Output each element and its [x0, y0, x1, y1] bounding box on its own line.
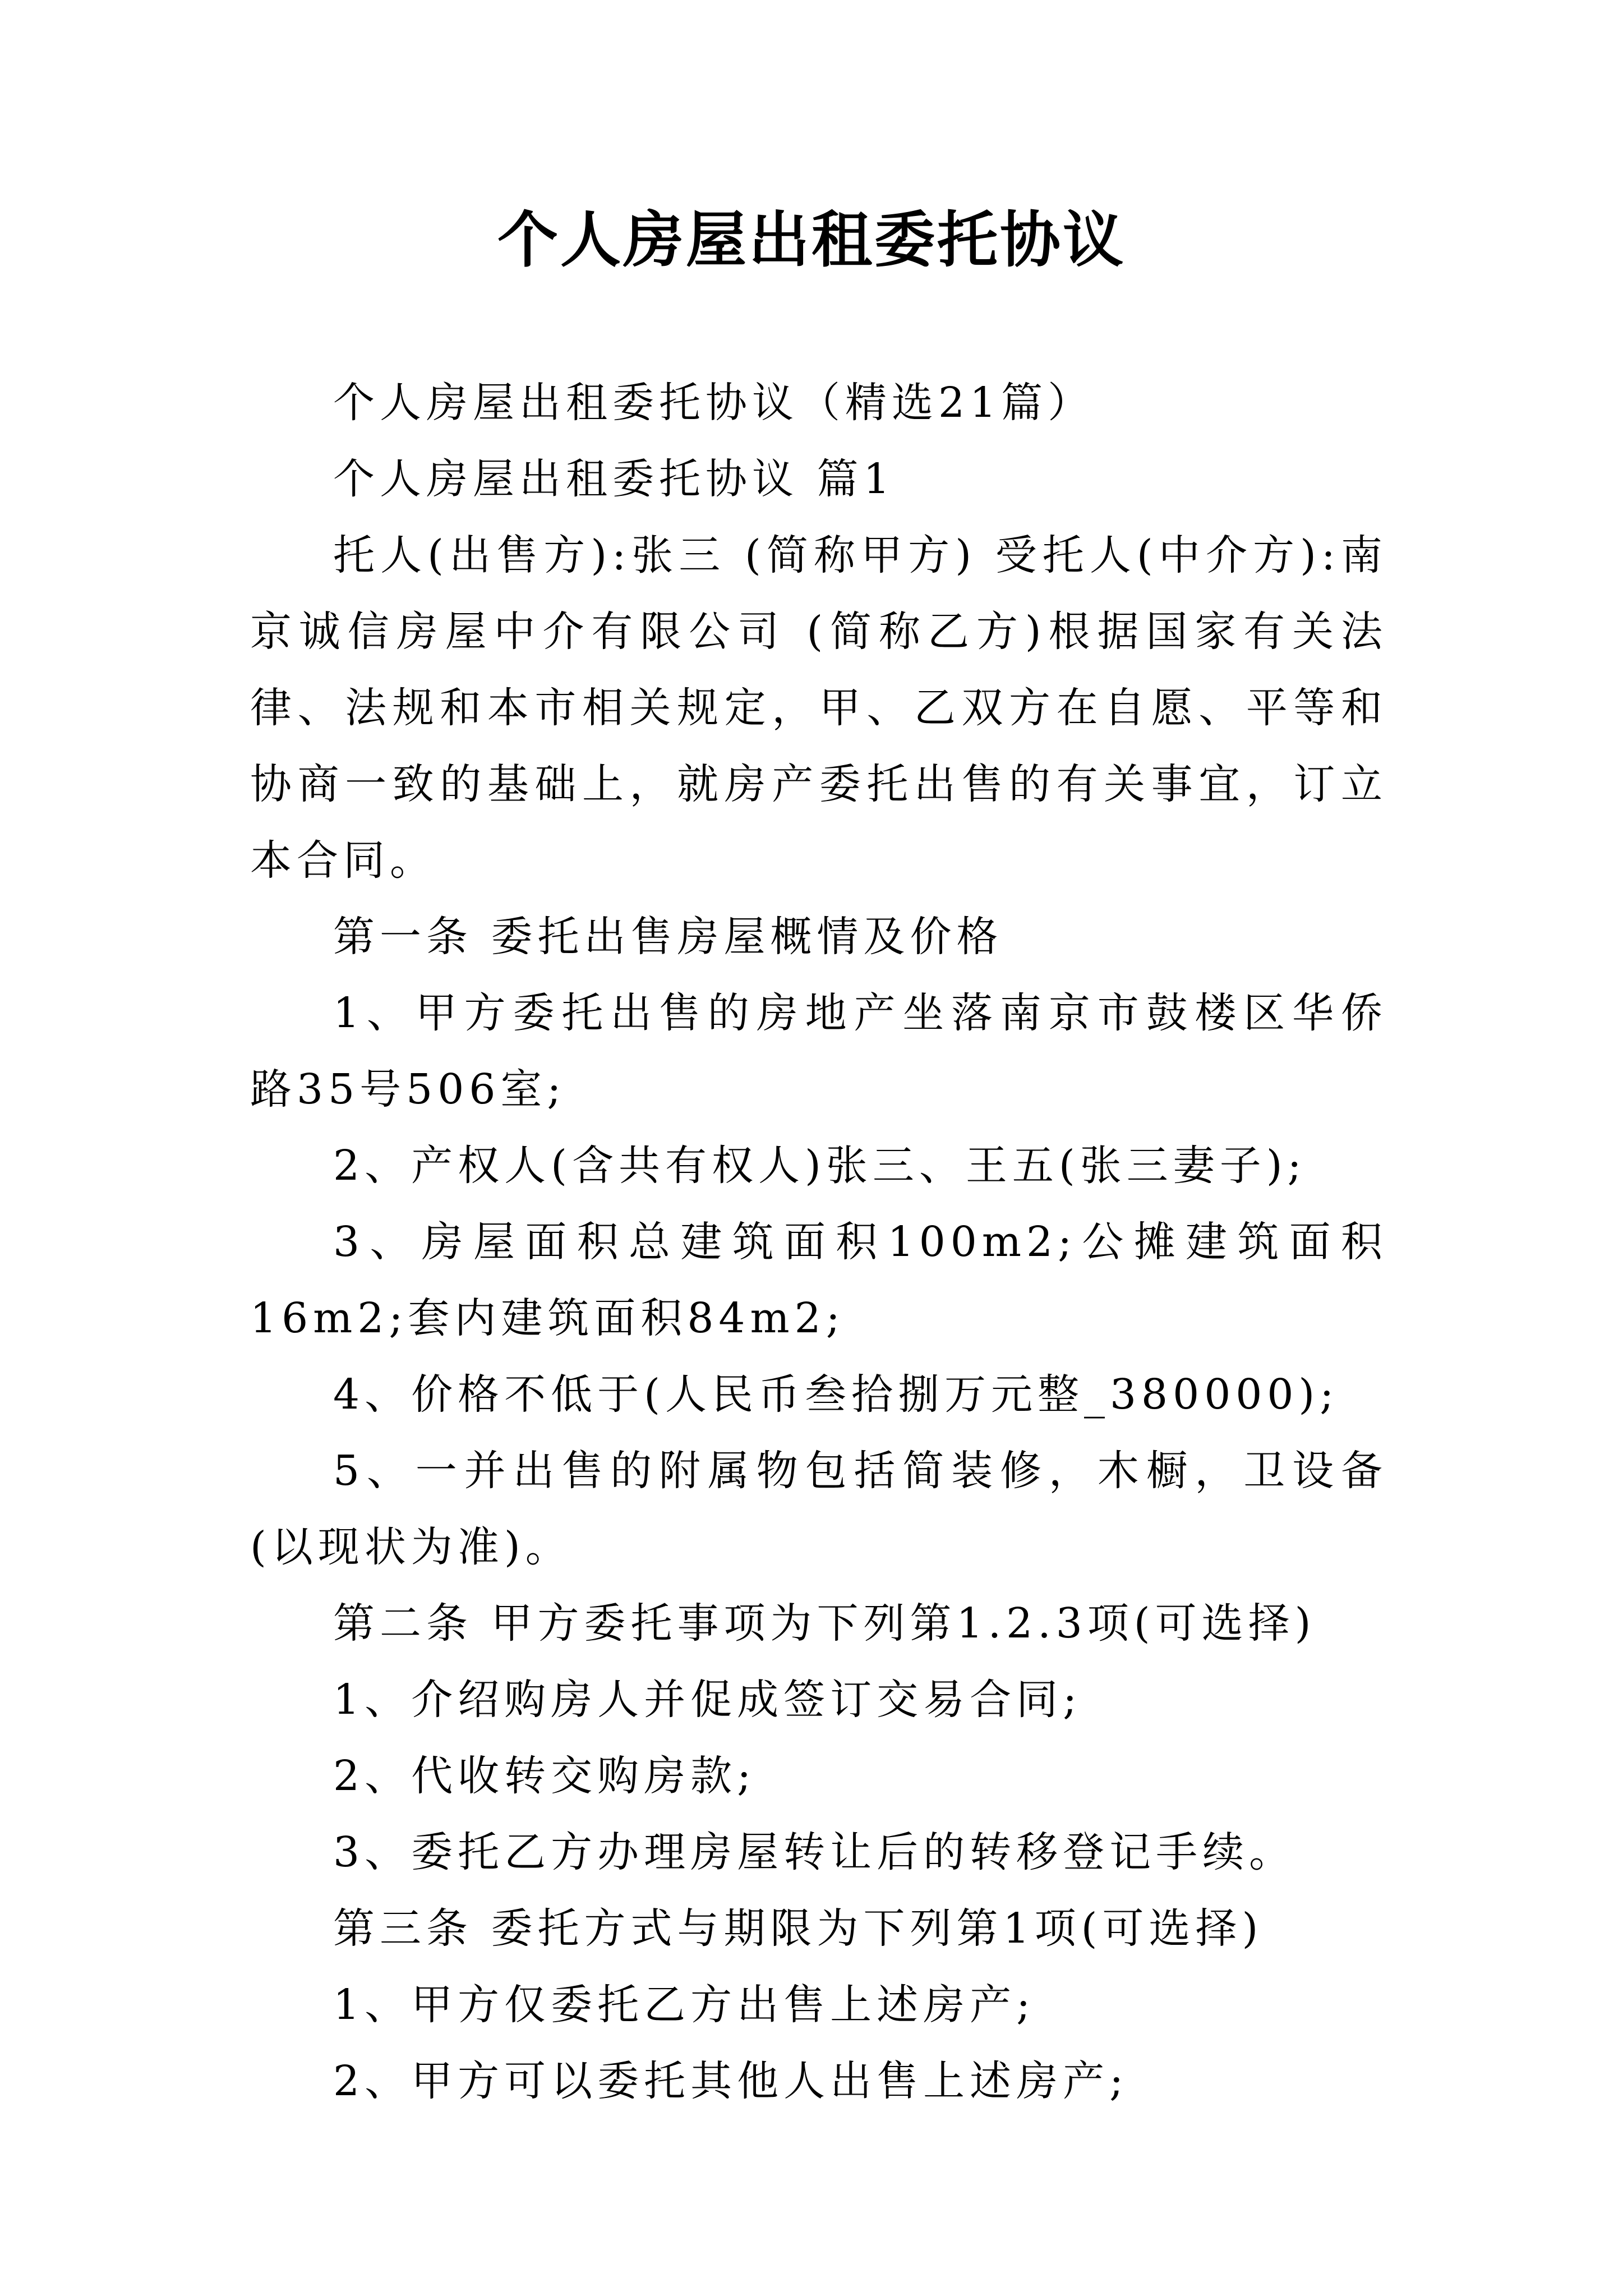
paragraph-parties: 托人(出售方):张三 (简称甲方) 受托人(中介方):南京诚信房屋中介有限公司 (简称乙方)根据国家有关法律、法规和本市相关规定，甲、乙双方在自愿、平等和协商一致的基础上，就房产委托出售的有关事宜，订立本合同。	[250, 531, 1387, 885]
paragraph-clause-1-item-2: 2、产权人(含共有权人)张三、王五(张三妻子);	[333, 1142, 1307, 1190]
document-title: 个人房屋出租委托协议	[497, 205, 1126, 275]
paragraph-clause-2-heading: 第二条 甲方委托事项为下列第1.2.3项(可选择)	[333, 1599, 1316, 1648]
paragraph-clause-2-item-1: 1、介绍购房人并促成签订交易合同;	[333, 1676, 1082, 1724]
paragraph-clause-3-heading: 第三条 委托方式与期限为下列第1项(可选择)	[333, 1904, 1264, 1953]
document-body	[250, 365, 1387, 2119]
paragraph-clause-1-item-1: 1、甲方委托出售的房地产坐落南京市鼓楼区华侨路35号506室;	[250, 989, 1387, 1114]
paragraph-clause-3-item-2: 2、甲方可以委托其他人出售上述房产;	[333, 2057, 1129, 2105]
paragraph-clause-1-heading: 第一条 委托出售房屋概情及价格	[333, 913, 1003, 961]
paragraph-clause-3-item-1: 1、甲方仅委托乙方出售上述房产;	[333, 1981, 1036, 2029]
paragraph-clause-1-item-4: 4、价格不低于(人民币叁拾捌万元整_380000);	[333, 1370, 1339, 1419]
paragraph-subtitle: 个人房屋出租委托协议（精选21篇）	[333, 379, 1095, 427]
paragraph-article-heading: 个人房屋出租委托协议 篇1	[333, 455, 895, 503]
paragraph-clause-1-item-5: 5、一并出售的附属物包括简装修，木橱，卫设备(以现状为准)。	[250, 1447, 1387, 1571]
paragraph-clause-1-item-3: 3、房屋面积总建筑面积100m2;公摊建筑面积16m2;套内建筑面积84m2;	[250, 1218, 1387, 1342]
paragraph-clause-2-item-2: 2、代收转交购房款;	[333, 1752, 757, 1800]
paragraph-clause-2-item-3: 3、委托乙方办理房屋转让后的转移登记手续。	[333, 1828, 1296, 1876]
